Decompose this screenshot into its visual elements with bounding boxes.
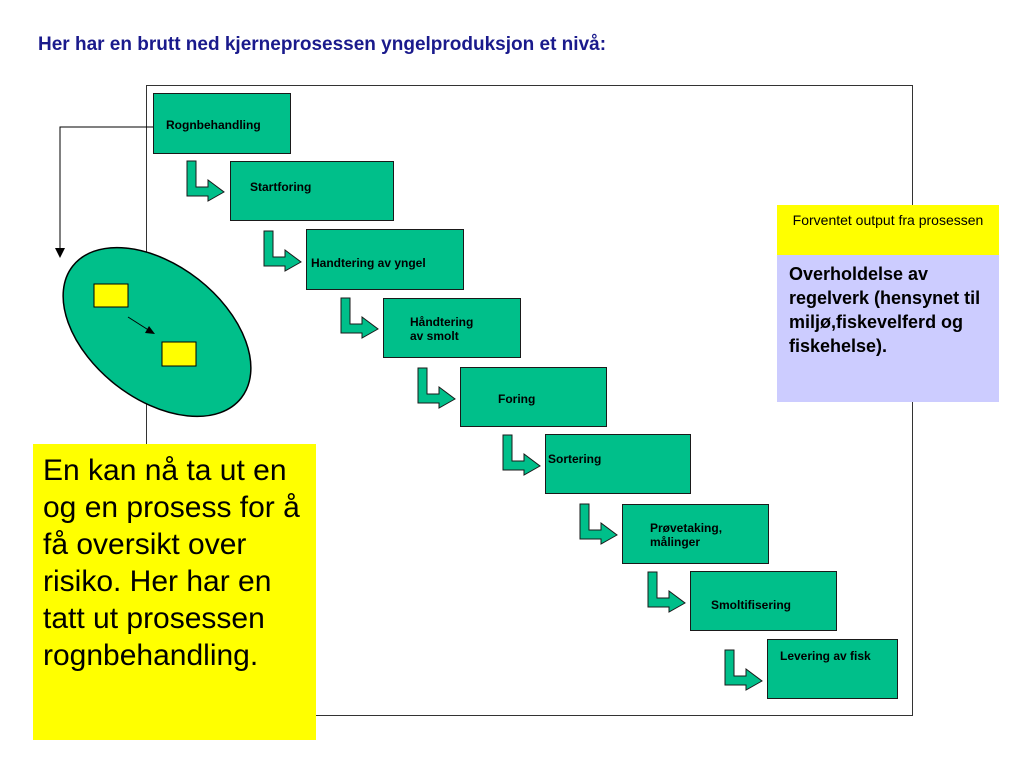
step-label: Sortering — [548, 452, 602, 466]
bent-arrow-icon — [647, 571, 687, 613]
step-label: Prøvetaking, målinger — [650, 521, 723, 549]
step-smoltifisering[interactable] — [690, 571, 837, 631]
bent-arrow-icon — [502, 434, 542, 476]
subprocess-ellipse-icon — [31, 213, 282, 450]
subtask-box-icon — [162, 342, 196, 366]
step-label: Rognbehandling — [166, 118, 261, 132]
page-title: Her har en brutt ned kjerneprosessen yngelproduksjon et nivå: — [38, 34, 607, 55]
step-label: Handtering av yngel — [311, 256, 426, 270]
output-header: Forventet output fra prosessen — [777, 205, 999, 255]
step-foring[interactable] — [460, 367, 607, 427]
step-label: Håndtering av smolt — [410, 315, 474, 343]
connector-arrow-icon — [55, 127, 153, 258]
step-levering-av-fisk[interactable] — [767, 639, 898, 699]
detail-overlay — [0, 0, 330, 450]
bent-arrow-icon — [724, 649, 764, 691]
output-body: Overholdelse av regelverk (hensynet til miljø,fiskevelferd og fiskehelse). — [777, 255, 999, 402]
bent-arrow-icon — [579, 503, 619, 545]
step-label: Smoltifisering — [711, 598, 792, 612]
step-sortering[interactable] — [545, 434, 691, 494]
step-label: Foring — [498, 392, 536, 406]
bent-arrow-icon — [340, 297, 380, 339]
step-label: Levering av fisk — [780, 649, 871, 663]
step-provetaking-malinger[interactable] — [622, 504, 769, 564]
step-handtering-av-smolt[interactable] — [383, 298, 521, 358]
subtask-box-icon — [94, 284, 128, 307]
bent-arrow-icon — [417, 367, 457, 409]
step-label: Startforing — [250, 180, 312, 194]
note-text: En kan nå ta ut en og en prosess for å få oversikt over risiko. Her har en tatt ut prosessen rognbehandling. — [33, 444, 316, 740]
